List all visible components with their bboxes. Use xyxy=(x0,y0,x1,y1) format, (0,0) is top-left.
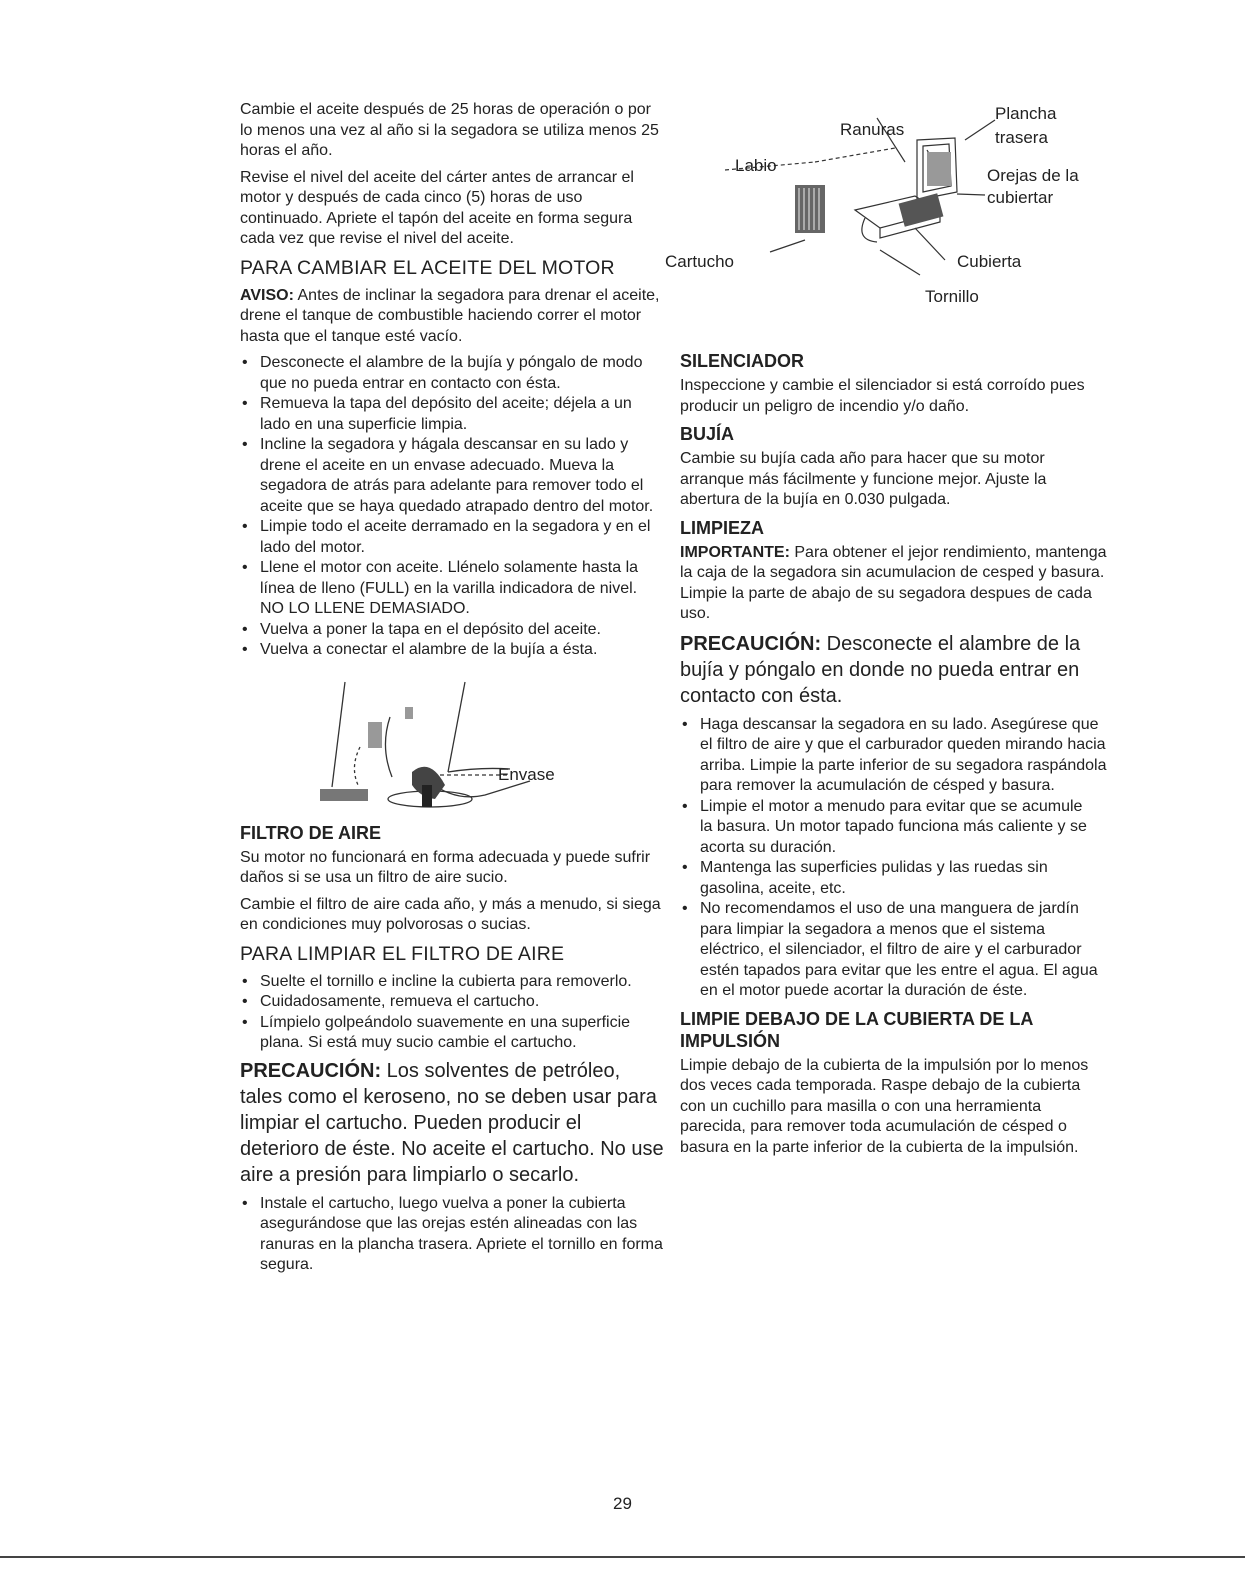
list-item xyxy=(680,858,1110,899)
bottom-divider xyxy=(0,1556,1245,1558)
aviso-text: Antes de inclinar la segadora para drenar el aceite, drene el tanque de combustible haciendo correr el motor hasta que el tanque esté vacío. xyxy=(240,286,660,345)
tornillo-label: Tornillo xyxy=(925,287,979,306)
oil-change-title: PARA CAMBIAR EL ACEITE DEL MOTOR xyxy=(240,256,615,279)
cleaning-title: LIMPIEZA xyxy=(680,517,764,538)
oil-change-paragraph: Cambie el aceite después de 25 horas de operación o por lo menos una vez al año si la segadora se utiliza menos 25 horas el año. xyxy=(240,101,659,159)
list-item: • Llene el motor con aceite. Llénelo solamente hasta la línea de lleno (FULL) en la varilla indicadora de nivel. NO LO LLENE DEMASIADO. xyxy=(240,558,665,620)
clean-filter-steps-list xyxy=(240,972,665,1054)
important-paragraph xyxy=(680,543,1110,625)
ranuras-label: Ranuras xyxy=(840,120,905,139)
orejas-label: Orejas de la xyxy=(987,166,1079,185)
list-item: • Vuelva a conectar el alambre de la bujía a ésta. xyxy=(240,640,665,661)
muffler-title: SILENCIADOR xyxy=(680,351,805,371)
spark-plug-paragraph: Cambie su bujía cada año para hacer que su motor arranque más fácilmente y funcione mejor. Ajuste la abertura de la bujía en 0.030 pulgada. xyxy=(680,450,1047,508)
oil-steps-list xyxy=(240,353,665,661)
list-item xyxy=(680,797,1110,859)
list-item: • Desconecte el alambre de la bujía y póngalo de modo que no pueda entrar en contacto con ésta. xyxy=(240,353,665,394)
caution-text: Desconecte el alambre de la bujía y póngalo en donde no pueda entrar en contacto con ésta. xyxy=(680,632,1081,707)
plancha-label: Plancha xyxy=(995,104,1057,123)
cubierta-label: Cubierta xyxy=(957,252,1022,271)
list-item: • Vuelva a poner la tapa en el depósito del aceite. xyxy=(240,620,665,641)
envase-label: Envase xyxy=(498,764,555,784)
aviso-label: AVISO: xyxy=(240,286,294,304)
list-item-continuation: la basura. Un motor tapado funciona más caliente y se acorta su duración. xyxy=(700,818,1087,856)
install-step-list xyxy=(240,1194,665,1276)
list-item: • Límpielo golpeándolo suavemente en una superficie plana. Si está muy sucio cambie el cartucho. xyxy=(240,1013,665,1054)
trasera-label: trasera xyxy=(995,128,1048,147)
spark-plug-title: BUJÍA xyxy=(680,424,735,444)
list-item xyxy=(680,715,1110,797)
oil-drain-drawing xyxy=(240,677,665,812)
muffler-paragraph: Inspeccione y cambie el silenciador si está corroído pues producir un peligro de incendio y/o daño. xyxy=(680,377,1085,415)
clean-air-filter-title: PARA LIMPIAR EL FILTRO DE AIRE xyxy=(240,942,565,965)
air-filter-paragraph-1: Su motor no funcionará en forma adecuada y puede sufrir daños si se usa un filtro de aire sucio. xyxy=(240,848,651,886)
list-item-text: No recomendamos el uso de una manguera de jardín para limpiar la segadora a menos que el sistema eléctrico, el silenciador, el filtro de aire y el carburador estén tapados para evitar que les entre el agua. El agua en el motor puede acortar la duración de éste. xyxy=(700,900,1098,999)
caution-label: PRECAUCIÓN: xyxy=(680,632,822,655)
caution-text: Los solventes de petróleo, tales como el keroseno, no se deben usar para limpiar el cartucho. Pueden producir el deterioro de éste. No aceite el cartucho. No use aire a presión para limpiarlo o secarlo. xyxy=(240,1059,664,1186)
spark-caution xyxy=(680,631,1110,709)
page-number: 29 xyxy=(613,1494,632,1513)
air-filter-paragraph-2: Cambie el filtro de aire cada año, y más a menudo, si siega en condiciones muy polvorosas o sucias. xyxy=(240,895,661,933)
air-filter-title: FILTRO DE AIRE xyxy=(240,822,381,843)
caution-label: PRECAUCIÓN: xyxy=(240,1059,382,1082)
labio-label: Labio xyxy=(735,156,777,175)
list-item: • Incline la segadora y hágala descansar en su lado y drene el aceite en un envase adecuado. Mueva la segadora de atrás para adelante para remover todo el aceite que se haya quedado atrapado dentro del motor. xyxy=(240,435,665,517)
list-item: • Cuidadosamente, remueva el cartucho. xyxy=(240,992,665,1013)
cartucho-label: Cartucho xyxy=(665,252,734,271)
list-item-text: Haga descansar la segadora en su lado. Asegúrese que el filtro de aire y que el carburador queden mirando hacia arriba. Limpie la parte inferior de su segadora raspándola para remover la acumulación de césped y basura. xyxy=(700,715,1107,794)
deck-cleaning-title: LIMPIE DEBAJO DE LA CUBIERTA DE LA IMPULSIÓN xyxy=(680,1008,1033,1051)
solvent-caution xyxy=(240,1058,665,1188)
cleaning-steps-list xyxy=(680,715,1110,1002)
oil-drain-illustration xyxy=(240,677,665,812)
air-filter-illustration xyxy=(665,100,1110,306)
list-item: • Suelte el tornillo e incline la cubierta para removerlo. xyxy=(240,972,665,993)
list-item-text: Limpie el motor a menudo para evitar que se acumule xyxy=(700,797,1083,815)
list-item: • Instale el cartucho, luego vuelva a poner la cubierta asegurándose que las orejas estén alineadas con las ranuras en la plancha trasera. Apriete el tornillo en forma segura. xyxy=(240,1194,665,1276)
list-item: • Remueva la tapa del depósito del aceite; déjela a un lado en una superficie limpia. xyxy=(240,394,665,435)
list-item-text: Mantenga las superficies pulidas y las ruedas sin gasolina, aceite, etc. xyxy=(700,859,1048,897)
list-item xyxy=(680,899,1110,1002)
oil-check-paragraph: Revise el nivel del aceite del cárter antes de arrancar el motor y después de cada cinco (5) horas de uso continuado. Apriete el tapón del aceite en forma segura cada vez que revise el nivel del aceite. xyxy=(240,168,634,247)
list-item: • Limpie todo el aceite derramado en la segadora y en el lado del motor. xyxy=(240,517,665,558)
deck-cleaning-paragraph: Limpie debajo de la cubierta de la impulsión por lo menos dos veces cada temporada. Raspe debajo de la cubierta con un cuchillo para masilla o con una herramienta parecida, para remover toda acumulación de césped o basura en la parte inferior de la cubierta de la impulsión. xyxy=(680,1056,1089,1156)
aviso-paragraph xyxy=(240,286,665,348)
important-label: IMPORTANTE: xyxy=(680,543,790,561)
cubiertar-label: cubiertar xyxy=(987,188,1054,207)
right-column xyxy=(665,100,1110,1164)
left-column xyxy=(240,100,665,1280)
important-text: Para obtener el jejor rendimiento, mantenga la caja de la segadora sin acumulacion de cesped y basura. Limpie la parte de abajo de su segadora despues de cada uso. xyxy=(680,543,1107,622)
